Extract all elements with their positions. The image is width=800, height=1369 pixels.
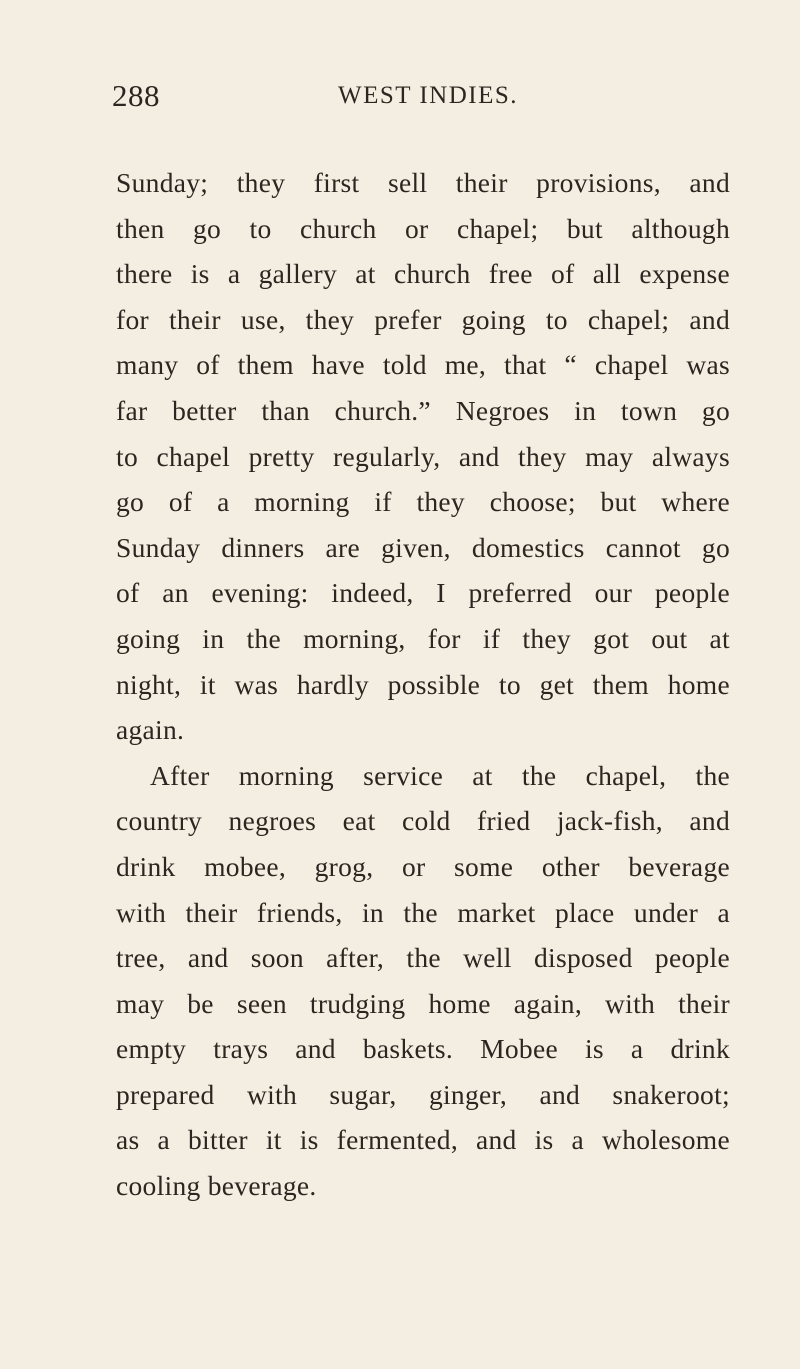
- text-line: to chapel pretty regularly, and they may always: [116, 440, 730, 472]
- page-header: [112, 78, 752, 118]
- text-line: tree, and soon after, the well disposed people: [116, 942, 730, 974]
- page-number: 288: [112, 78, 160, 113]
- text-line: country negroes eat cold fried jack-fish, and: [116, 805, 730, 837]
- text-line: may be seen trudging home again, with their: [116, 987, 730, 1019]
- text-line: drink mobee, grog, or some other beverage: [116, 850, 730, 882]
- text-line: Sunday dinners are given, domestics cannot go: [116, 531, 730, 563]
- text-line: with their friends, in the market place under a: [116, 896, 730, 928]
- text-line: Sunday; they first sell their provisions, and: [116, 167, 730, 198]
- paragraph-end-line: again.: [116, 714, 185, 746]
- text-line: going in the morning, for if they got out at: [116, 622, 730, 654]
- running-head: WEST INDIES.: [338, 82, 519, 109]
- text-line: empty trays and baskets. Mobee is a drink: [116, 1033, 730, 1065]
- text-line: night, it was hardly possible to get them home: [116, 668, 730, 700]
- text-line: go of a morning if they choose; but where: [116, 486, 730, 518]
- text-line: prepared with sugar, ginger, and snakeroot;: [116, 1078, 730, 1110]
- text-line: for their use, they prefer going to chapel; and: [116, 303, 730, 335]
- text-line: there is a gallery at church free of all expense: [116, 258, 730, 290]
- text-line: of an evening: indeed, I preferred our people: [116, 577, 730, 609]
- text-line: then go to church or chapel; but although: [116, 212, 730, 244]
- text-line: as a bitter it is fermented, and is a wholesome: [116, 1124, 730, 1156]
- text-line: far better than church.” Negroes in town go: [116, 394, 730, 426]
- paragraph-end-line: cooling beverage.: [116, 1170, 317, 1202]
- paragraph-start-line: After morning service at the chapel, the: [150, 759, 730, 791]
- body-text: [116, 160, 730, 1209]
- text-line: many of them have told me, that “ chapel was: [116, 349, 730, 381]
